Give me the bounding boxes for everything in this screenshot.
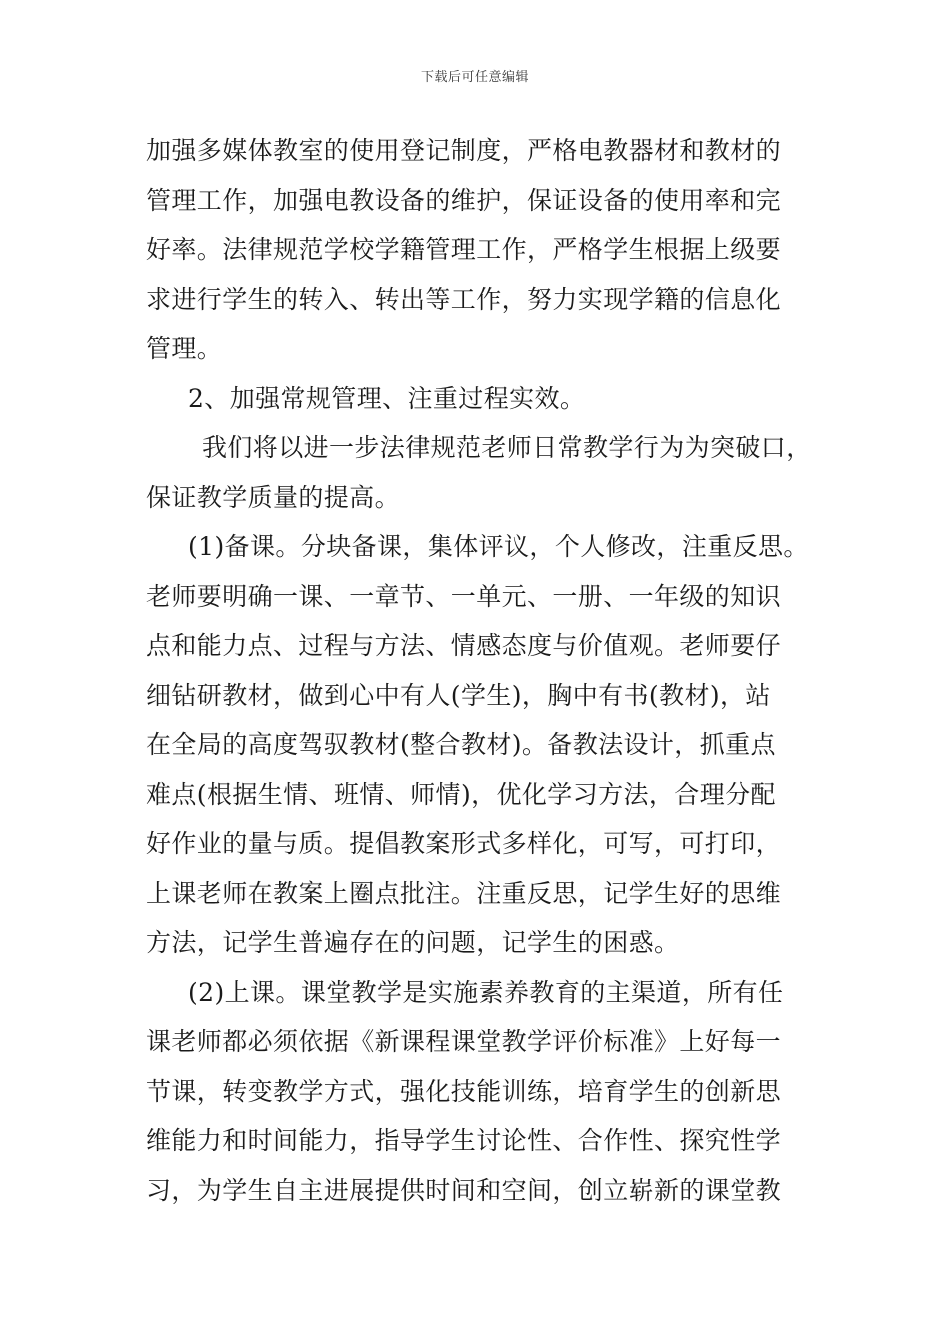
page-header: 下载后可任意编辑: [420, 70, 529, 85]
text-line: 点和能力点、过程与方法、情感态度与价值观。老师要仔: [146, 631, 782, 660]
text-line: 在全局的高度驾驭教材(整合教材)。备教法设计，抓重点: [146, 730, 776, 759]
paragraph-start: (2)上课。课堂教学是实施素养教育的主渠道，所有任: [188, 977, 784, 1007]
document-body: [146, 126, 816, 1215]
text-line: 难点(根据生情、班情、师情)，优化学习方法，合理分配: [146, 779, 776, 809]
text-line: 上课老师在教案上圈点批注。注重反思，记学生好的思维: [146, 878, 782, 908]
text-line: 加强多媒体教室的使用登记制度，严格电教器材和教材的: [146, 136, 782, 165]
text-line: 方法，记学生普遍存在的问题，记学生的困惑。: [146, 928, 680, 957]
text-line: 细钻研教材，做到心中有人(学生)，胸中有书(教材)，站: [146, 680, 771, 710]
paragraph-start: (1)备课。分块备课，集体评议，个人修改，注重反思。: [188, 532, 809, 561]
text-line: 节课，转变教学方式，强化技能训练，培育学生的创新思: [146, 1076, 782, 1106]
text-line: 求进行学生的转入、转出等工作，努力实现学籍的信息化: [146, 284, 782, 314]
text-line: 好率。法律规范学校学籍管理工作，严格学生根据上级要: [146, 235, 782, 264]
text-line: 管理。: [146, 334, 223, 363]
text-line: 课老师都必须依据《新课程课堂教学评价标准》上好每一: [146, 1027, 782, 1056]
text-line: 维能力和时间能力，指导学生讨论性、合作性、探究性学: [146, 1126, 782, 1155]
text-line: 管理工作，加强电教设备的维护，保证设备的使用率和完: [146, 185, 782, 215]
section-heading: 2、加强常规管理、注重过程实效。: [188, 383, 586, 413]
text-line: 老师要明确一课、一章节、一单元、一册、一年级的知识: [146, 581, 782, 611]
text-line: 习，为学生自主进展提供时间和空间，创立崭新的课堂教: [146, 1175, 782, 1205]
text-line: 保证教学质量的提高。: [146, 482, 401, 512]
paragraph-start: 我们将以进一步法律规范老师日常教学行为为突破口，: [202, 433, 812, 462]
text-line: 好作业的量与质。提倡教案形式多样化，可写，可打印，: [146, 829, 782, 858]
